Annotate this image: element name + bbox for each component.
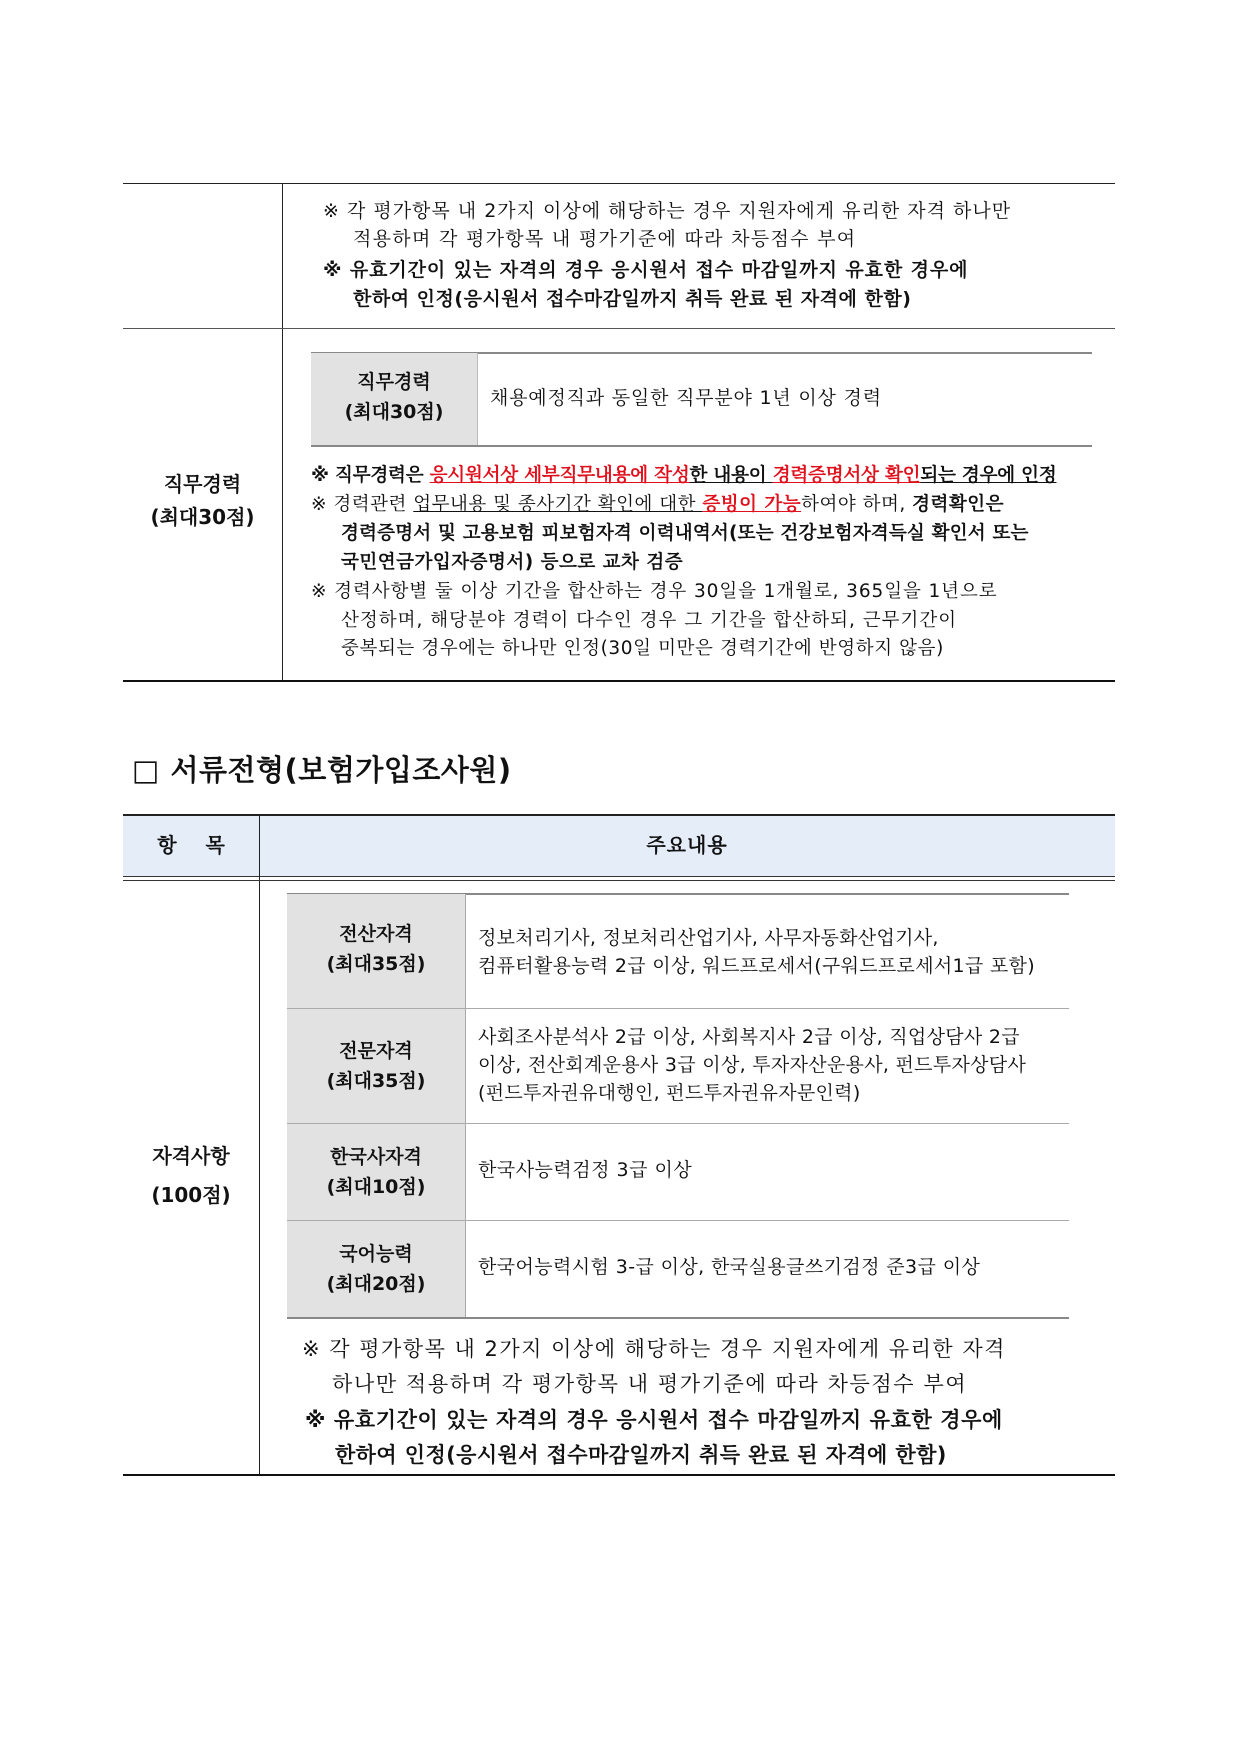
item-2-desc-line-3: (펀드투자권유대행인, 펀드투자권유자문인력) <box>478 1082 861 1104</box>
career-note-1 <box>311 461 1057 491</box>
career-note-2-b: 업무내용 및 종사기간 확인 <box>413 494 635 515</box>
career-note-1-d: 경력증명서상 확인 <box>772 465 921 486</box>
item-2-desc <box>478 1023 1026 1107</box>
inner-career-name: 직무경력 <box>357 371 431 393</box>
top-col-divider <box>282 183 283 681</box>
item-3-points: (최대10점) <box>326 1176 426 1198</box>
table-bottom-rule <box>123 1474 1115 1476</box>
item-4-name-cell <box>287 1221 465 1317</box>
career-note-2-d: 증빙이 가능 <box>702 494 802 515</box>
table-note-1-line-2: 하나만 적용하며 각 평가항목 내 평가기준에 따라 차등점수 부여 <box>332 1372 968 1396</box>
item-4-points: (최대20점) <box>326 1273 426 1295</box>
header-content: 주요내용 <box>646 833 728 857</box>
table-note-1-line-1: ※ 각 평가항목 내 2가지 이상에 해당하는 경우 지원자에게 유리한 자격 <box>302 1337 1006 1361</box>
career-note-2-line-2: 경력증명서 및 고용보험 피보험자격 이력내역서(또는 건강보험자격득실 확인서 또는 <box>341 523 1029 544</box>
item-3-name: 한국사자격 <box>330 1146 422 1168</box>
career-label-points: (최대30점) <box>150 505 255 529</box>
career-label <box>123 468 282 534</box>
career-label-name: 직무경력 <box>163 472 242 496</box>
item-1-name-cell <box>287 894 465 1008</box>
top-bottom-rule <box>123 680 1115 682</box>
inner-career-points: (최대30점) <box>344 401 444 423</box>
career-note-2-f: 경력확인은 <box>912 494 1005 515</box>
career-note-2-a: ※ 경력관련 <box>311 494 414 515</box>
career-note-2-e: 하여야 하며, <box>801 494 913 515</box>
career-note-3-line-3: 중복되는 경우에는 하나만 인정(30일 미만은 경력기간에 반영하지 않음) <box>341 638 944 659</box>
item-1-desc-line-1: 정보처리기사, 정보처리산업기사, 사무자동화산업기사, <box>478 927 939 949</box>
table-note-2-line-2: 한하여 인정(응시원서 접수마감일까지 취득 완료 된 자격에 한함) <box>335 1443 947 1467</box>
top-note-2-line-2: 한하여 인정(응시원서 접수마감일까지 취득 완료 된 자격에 한함) <box>353 288 912 310</box>
header-item: 항 목 <box>157 833 225 857</box>
top-note-1-line-2: 적용하며 각 평가항목 내 평가기준에 따라 차등점수 부여 <box>353 228 857 250</box>
row-label-points: (100점) <box>151 1183 231 1207</box>
item-3-name-cell <box>287 1124 465 1220</box>
row-label <box>123 1140 259 1212</box>
inner-career-bottom-rule <box>311 445 1092 447</box>
career-note-2-c: 에 대한 <box>634 494 703 515</box>
item-3-desc: 한국사능력검정 3급 이상 <box>478 1159 693 1181</box>
item-2-name-cell <box>287 1009 465 1123</box>
career-note-1-a: ※ 직무경력은 <box>311 465 430 486</box>
table-note-2-line-1: ※ 유효기간이 있는 자격의 경우 응시원서 접수 마감일까지 유효한 경우에 <box>305 1408 1003 1432</box>
item-1-name: 전산자격 <box>339 923 413 945</box>
career-note-1-b: 응시원서상 세부직무내용에 작성 <box>429 465 690 486</box>
items-bottom-rule <box>287 1317 1069 1319</box>
top-rule <box>123 183 1115 184</box>
item-2-desc-line-1: 사회조사분석사 2급 이상, 사회복지사 2급 이상, 직업상담사 2급 <box>478 1026 1020 1048</box>
inner-career-desc: 채용예정직과 동일한 직무분야 1년 이상 경력 <box>490 387 882 409</box>
item-1-desc <box>478 924 1035 980</box>
top-note-1-line-1: ※ 각 평가항목 내 2가지 이상에 해당하는 경우 지원자에게 유리한 자격 하나만 <box>323 200 1012 222</box>
table-col-divider <box>259 814 260 1474</box>
top-note-2-line-1: ※ 유효기간이 있는 자격의 경우 응시원서 접수 마감일까지 유효한 경우에 <box>323 259 969 281</box>
career-note-1-c: 한 내용이 <box>689 465 773 486</box>
row-divider <box>123 328 1115 329</box>
item-2-name: 전문자격 <box>339 1040 413 1062</box>
row-label-name: 자격사항 <box>152 1144 230 1168</box>
career-note-2-line-1 <box>311 490 1004 520</box>
career-note-3-line-1: ※ 경력사항별 둘 이상 기간을 합산하는 경우 30일을 1개월로, 365일을 1년으로 <box>311 581 998 602</box>
items-col-divider <box>465 894 466 1317</box>
career-note-2-line-3: 국민연금가입자증명서) 등으로 교차 검증 <box>341 552 684 573</box>
header-double-rule <box>123 880 1115 881</box>
item-2-points: (최대35점) <box>326 1070 426 1092</box>
item-1-points: (최대35점) <box>326 953 426 975</box>
inner-career-name-cell <box>311 353 477 445</box>
item-4-desc: 한국어능력시험 3-급 이상, 한국실용글쓰기검정 준3급 이상 <box>478 1256 981 1278</box>
item-2-desc-line-2: 이상, 전산회계운용사 3급 이상, 투자자산운용사, 펀드투자상담사 <box>478 1054 1027 1076</box>
career-note-3-line-2: 산정하며, 해당분야 경력이 다수인 경우 그 기간을 합산하되, 근무기간이 <box>341 610 958 631</box>
item-1-desc-line-2: 컴퓨터활용능력 2급 이상, 워드프로세서(구워드프로세서1급 포함) <box>478 955 1035 977</box>
inner-career-divider <box>477 353 478 445</box>
section-heading: □ 서류전형(보험가입조사원) <box>132 753 512 787</box>
career-note-1-e: 되는 경우에 인정 <box>920 465 1057 486</box>
item-4-name: 국어능력 <box>339 1243 413 1265</box>
